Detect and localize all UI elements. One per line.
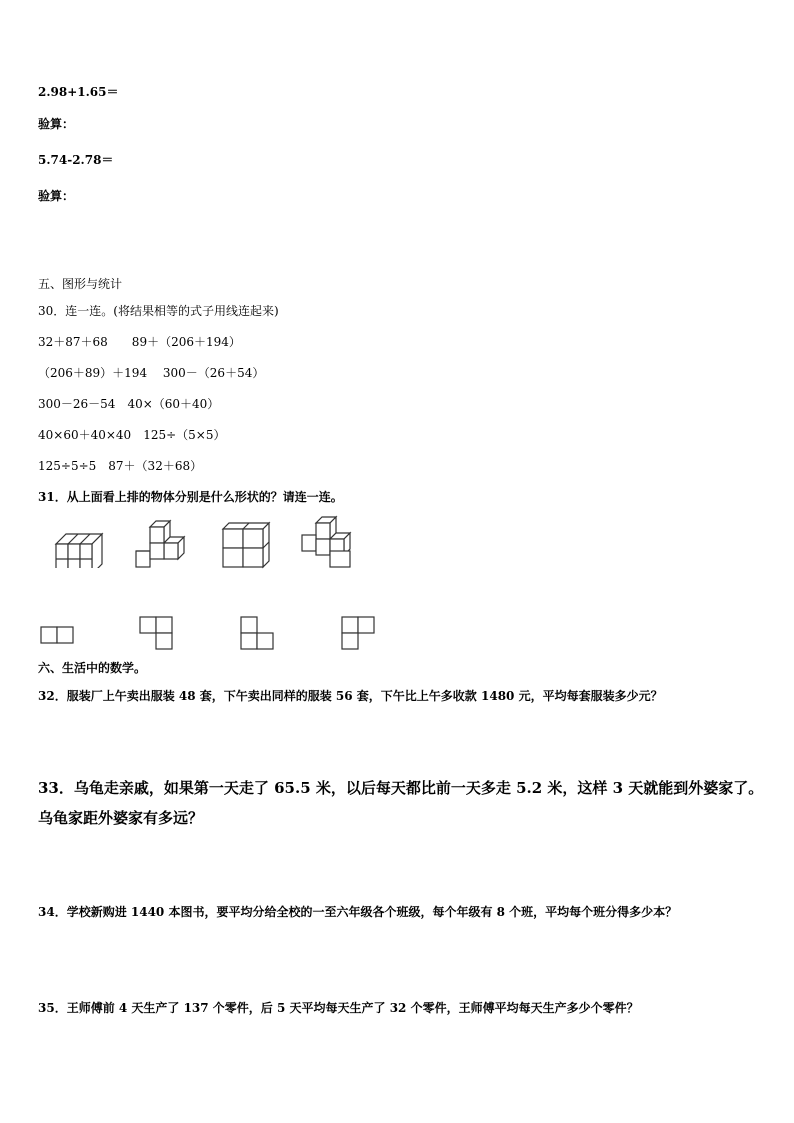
q30-row-4: 40×60＋40×40 125÷（5×5） <box>38 428 226 442</box>
block-figure-3 <box>220 520 272 570</box>
q30-row-5: 125÷5÷5 87＋（32＋68） <box>38 459 203 473</box>
q33-text-line1: 33．乌龟走亲戚，如果第一天走了 65.5 米，以后每天都比前一天多走 5.2 米，这样 3 天就能到外婆家了。 <box>38 779 764 797</box>
section-6-title: 六、生活中的数学。 <box>38 661 147 675</box>
q31-title: 31．从上面看上排的物体分别是什么形状的？请连一连。 <box>38 490 343 504</box>
q32-text: 32．服装厂上午卖出服装 48 套，下午卖出同样的服装 56 套，下午比上午多收款 1480 元，平均每套服装多少元？ <box>38 689 663 703</box>
block-figure-1 <box>52 524 108 568</box>
top-view-1 <box>40 626 76 646</box>
q33-text-line2: 乌龟家距外婆家有多远？ <box>38 809 204 827</box>
top-view-3 <box>240 616 278 654</box>
q35-text: 35．王师傅前 4 天生产了 137 个零件，后 5 天平均每天生产了 32 个零件，王师傅平均每天生产多少个零件？ <box>38 1001 639 1015</box>
q30-row-3: 300－26－54 40×（60＋40） <box>38 397 220 411</box>
check-label-2: 验算： <box>38 189 75 203</box>
top-view-2 <box>139 616 177 654</box>
check-label-1: 验算： <box>38 117 75 131</box>
q34-text: 34．学校新购进 1440 本图书，要平均分给全校的一至六年级各个班级，每个年级有 8 个班，平均每个班分得多少本？ <box>38 905 678 919</box>
q30-row-1: 32＋87＋68 89＋（206＋194） <box>38 335 241 349</box>
block-figure-4 <box>299 514 357 570</box>
block-figure-2 <box>133 518 189 570</box>
section-5-title: 五、图形与统计 <box>38 277 123 291</box>
q30-title: 30．连一连。(将结果相等的式子用线连起来) <box>38 304 279 318</box>
q30-row-2: （206＋89）＋194 300－（26＋54） <box>38 366 265 380</box>
top-view-4 <box>341 616 379 654</box>
expr-2: 5.74-2.78＝ <box>38 153 114 167</box>
expr-1: 2.98+1.65＝ <box>38 85 119 99</box>
